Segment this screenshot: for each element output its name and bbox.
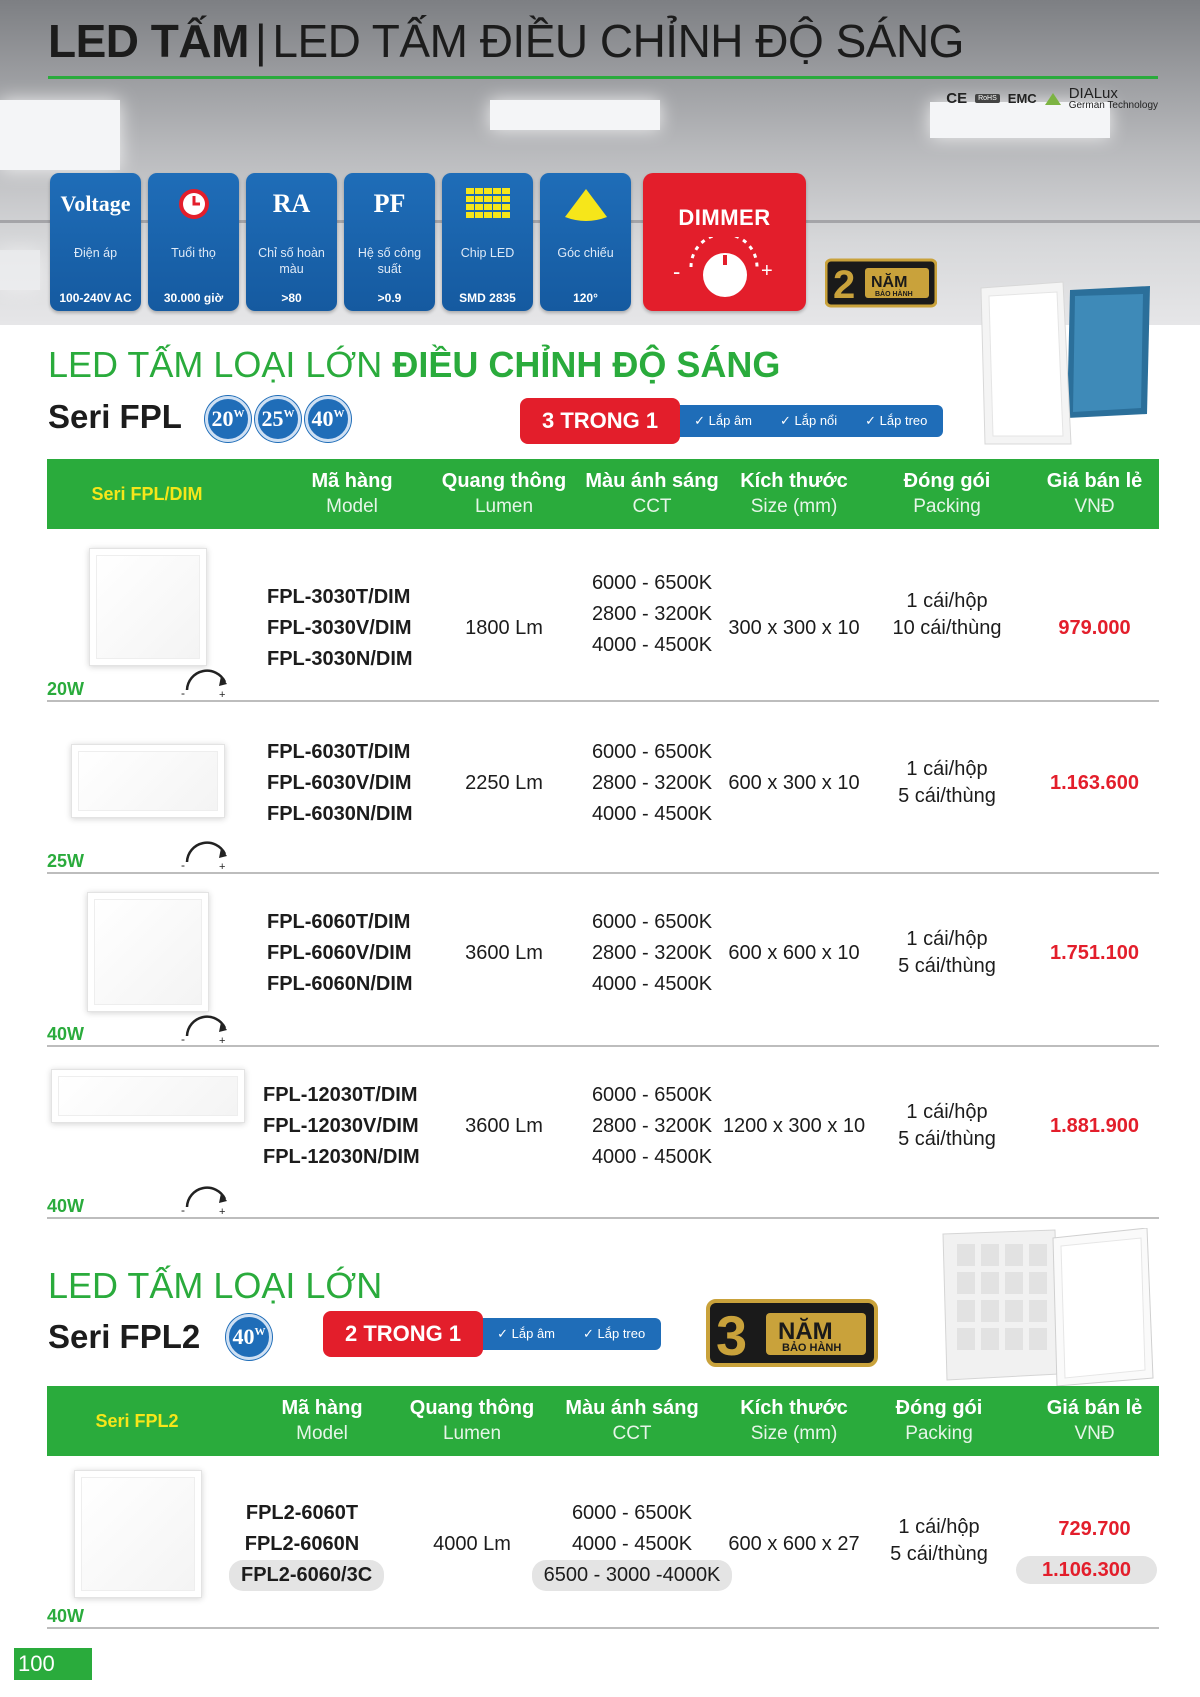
pack-value: 1 cái/hộp	[906, 1101, 988, 1123]
row-watt: 20W	[47, 679, 85, 699]
dimmer-icon	[179, 840, 233, 870]
header-sublabel: Size (mm)	[750, 1423, 838, 1444]
spec-ra	[246, 173, 337, 311]
header-model	[287, 469, 417, 519]
header-pack	[877, 469, 1017, 519]
price-value: 1.881.900	[1050, 1115, 1139, 1137]
dialux-mark	[1069, 86, 1158, 111]
pack-value: 10 cái/thùng	[892, 617, 1002, 639]
cct-value: 2800 - 3200K	[591, 772, 713, 794]
header-model	[257, 1396, 387, 1446]
product-image	[51, 1069, 245, 1123]
header-cct	[567, 469, 737, 519]
spec-label: Điện áp	[73, 246, 118, 260]
header-sublabel: CCT	[612, 1423, 652, 1444]
header-series: Seri FPL2	[95, 1410, 179, 1431]
dialux-sub: German Technology	[1068, 100, 1158, 111]
svg-text:-: -	[181, 686, 185, 698]
header-pack	[869, 1396, 1009, 1446]
panel-product-photo	[935, 1228, 1160, 1388]
pack-value: 1 cái/hộp	[906, 928, 988, 950]
cct-value-highlight: 6500 - 3000 -4000K	[532, 1560, 733, 1591]
header-label: Kích thước	[740, 470, 848, 492]
price-value: 1.163.600	[1050, 772, 1139, 794]
model-list	[267, 737, 413, 830]
svg-text:+: +	[219, 861, 226, 870]
spec-value: 30.000 giờ	[163, 291, 224, 305]
dialux-name: DIALux	[1068, 85, 1118, 102]
combo-badge: 2 TRONG 1	[323, 1311, 483, 1357]
header-cct	[537, 1396, 727, 1446]
svg-text:+: +	[219, 689, 226, 698]
dialux-logo-icon	[1045, 93, 1061, 105]
row-divider	[47, 1217, 1159, 1219]
svg-text:BẢO HÀNH: BẢO HÀNH	[875, 291, 913, 298]
header-sublabel: VNĐ	[1074, 496, 1115, 517]
pack-value: 1 cái/hộp	[898, 1516, 980, 1538]
header-label: Giá bán lẻ	[1046, 470, 1143, 492]
header-price	[1032, 469, 1157, 519]
svg-text:-: -	[181, 1203, 185, 1215]
model-code: FPL-3030N/DIM	[267, 648, 413, 670]
model-code: FPL-6030T/DIM	[267, 741, 411, 763]
clock-icon	[148, 187, 239, 221]
page-title	[48, 14, 964, 68]
warranty-2-years-icon	[825, 258, 937, 308]
cct-value: 6000 - 6500K	[591, 1084, 713, 1106]
title-bold: LED TẤM	[48, 15, 249, 67]
model-code: FPL-6060T/DIM	[267, 911, 411, 933]
svg-text:NĂM: NĂM	[871, 274, 908, 291]
header-label: Giá bán lẻ	[1046, 1397, 1143, 1419]
section1-title-light: LED TẤM LOẠI LỚN	[48, 344, 383, 385]
lumen-value: 3600 Lm	[465, 1115, 543, 1137]
svg-text:-: -	[181, 858, 185, 870]
model-code: FPL-3030T/DIM	[267, 586, 411, 608]
spec-voltage	[50, 173, 141, 311]
section2-title: LED TẤM LOẠI LỚN	[48, 1265, 383, 1306]
header-sublabel: Model	[326, 496, 378, 517]
svg-text:2: 2	[833, 263, 856, 307]
pack-list	[869, 1514, 1009, 1568]
voltage-icon: Voltage	[60, 191, 131, 216]
section1-table-header	[47, 459, 1159, 529]
dimmer-knob-icon	[673, 237, 777, 301]
product-image	[89, 548, 207, 666]
product-image	[87, 892, 209, 1012]
watt-value: 40	[311, 406, 334, 431]
product-image	[74, 1470, 202, 1598]
price-value: 729.700	[1058, 1518, 1131, 1540]
dimmer-icon	[179, 1185, 233, 1215]
header-sublabel: CCT	[632, 496, 672, 517]
price-value-highlight: 1.106.300	[1016, 1556, 1157, 1584]
lumen-value: 4000 Lm	[433, 1533, 511, 1555]
svg-text:-: -	[673, 259, 681, 284]
pack-list	[877, 588, 1017, 642]
row-watt: 25W	[47, 851, 85, 871]
emc-mark: EMC	[1007, 91, 1037, 106]
model-list	[229, 1498, 375, 1591]
spec-value: >0.9	[377, 291, 402, 305]
mount-options	[672, 405, 943, 437]
section2-table-header	[47, 1386, 1159, 1456]
cct-value: 4000 - 4500K	[591, 1146, 713, 1168]
dimmer-label: DIMMER	[678, 205, 771, 230]
watt-unit: W	[333, 408, 345, 420]
ceiling-light	[490, 100, 660, 130]
watt-badge	[205, 396, 251, 442]
spec-lifetime	[148, 173, 239, 311]
header-label: Màu ánh sáng	[565, 1397, 699, 1419]
model-code: FPL-6030V/DIM	[267, 772, 412, 794]
lumen-value: 2250 Lm	[465, 772, 543, 794]
model-code-highlight: FPL2-6060/3C	[229, 1560, 384, 1591]
watt-unit: W	[254, 1326, 266, 1338]
size-value: 300 x 300 x 10	[728, 617, 860, 639]
spec-label: Chip LED	[460, 246, 515, 260]
header-size	[719, 469, 869, 519]
table-row	[47, 874, 1159, 1047]
header-lumen	[387, 1396, 557, 1446]
cct-value: 4000 - 4500K	[591, 973, 713, 995]
row-watt: 40W	[47, 1196, 85, 1216]
mount-option: ✓ Lắp nổi	[780, 413, 838, 428]
pack-list	[877, 926, 1017, 980]
model-code: FPL-3030V/DIM	[267, 617, 412, 639]
header-sublabel: Packing	[913, 496, 981, 517]
warranty-3-years-icon	[706, 1297, 878, 1369]
mount-options	[475, 1318, 661, 1350]
model-code: FPL-12030T/DIM	[263, 1084, 418, 1106]
model-code: FPL2-6060N	[244, 1533, 360, 1555]
cct-list	[567, 1080, 737, 1173]
svg-text:3: 3	[716, 1304, 748, 1367]
size-value: 1200 x 300 x 10	[722, 1115, 866, 1137]
watt-value: 20	[211, 406, 234, 431]
spec-value: 120°	[573, 291, 598, 305]
spec-value: SMD 2835	[459, 291, 516, 305]
size-value: 600 x 300 x 10	[728, 772, 860, 794]
svg-text:BẢO HÀNH: BẢO HÀNH	[782, 1342, 842, 1354]
header-series: Seri FPL/DIM	[91, 483, 203, 504]
header-sublabel: Model	[296, 1423, 348, 1444]
watt-badge	[226, 1314, 272, 1360]
pack-value: 5 cái/thùng	[890, 1543, 988, 1565]
cct-value: 6000 - 6500K	[591, 741, 713, 763]
cct-value: 4000 - 4500K	[591, 634, 713, 656]
section2-watt-badges	[226, 1314, 272, 1360]
product-image	[71, 744, 225, 818]
model-code: FPL-6030N/DIM	[267, 803, 413, 825]
spec-value: >80	[281, 291, 302, 305]
section1-watt-badges	[205, 396, 351, 442]
svg-text:NĂM: NĂM	[778, 1318, 833, 1345]
header-sublabel: Packing	[905, 1423, 973, 1444]
header-price	[1032, 1396, 1157, 1446]
ce-mark: CE	[946, 90, 968, 107]
cct-value: 2800 - 3200K	[591, 942, 713, 964]
section1-title-bold: ĐIỀU CHỈNH ĐỘ SÁNG	[392, 344, 781, 385]
header-sublabel: Size (mm)	[750, 496, 838, 517]
page-number: 100	[14, 1648, 92, 1680]
cct-value: 6000 - 6500K	[591, 911, 713, 933]
header-lumen	[419, 469, 589, 519]
dimmer-icon	[179, 1014, 233, 1044]
pack-value: 5 cái/thùng	[898, 955, 996, 977]
ceiling-light	[0, 100, 120, 170]
mount-option: ✓ Lắp âm	[497, 1326, 556, 1341]
pack-value: 1 cái/hộp	[906, 590, 988, 612]
mount-option: ✓ Lắp treo	[865, 413, 928, 428]
spec-pf	[344, 173, 435, 311]
model-code: FPL-12030N/DIM	[263, 1146, 420, 1168]
spec-label: Tuổi thọ	[171, 246, 216, 260]
svg-text:-: -	[181, 1032, 185, 1044]
lumen-value: 1800 Lm	[465, 617, 543, 639]
lumen-value: 3600 Lm	[465, 942, 543, 964]
cct-value: 2800 - 3200K	[591, 603, 713, 625]
dimmer-icon	[179, 668, 233, 698]
certifications	[946, 86, 1158, 111]
row-divider	[47, 1627, 1159, 1629]
cct-value: 4000 - 4500K	[591, 803, 713, 825]
header-label: Mã hàng	[311, 470, 393, 492]
model-code: FPL2-6060T	[245, 1502, 359, 1524]
model-code: FPL-6060V/DIM	[267, 942, 412, 964]
header-size	[719, 1396, 869, 1446]
watt-value: 25	[261, 406, 284, 431]
model-list	[267, 582, 413, 675]
title-separator: |	[254, 15, 267, 67]
header-label: Kích thước	[740, 1397, 848, 1419]
header-label: Đóng gói	[903, 470, 991, 492]
model-code: FPL-6060N/DIM	[267, 973, 413, 995]
spec-beam	[540, 173, 631, 311]
price-value: 979.000	[1058, 617, 1131, 639]
row-watt: 40W	[47, 1606, 85, 1626]
title-light: LED TẤM ĐIỀU CHỈNH ĐỘ SÁNG	[272, 15, 964, 67]
header-sublabel: VNĐ	[1074, 1423, 1115, 1444]
model-list	[263, 1080, 420, 1173]
section1-title	[48, 344, 780, 386]
header-label: Quang thông	[441, 470, 567, 492]
pack-value: 5 cái/thùng	[898, 1128, 996, 1150]
title-rule	[48, 76, 1158, 79]
ra-icon: RA	[272, 189, 311, 218]
combo-badge: 3 TRONG 1	[520, 398, 680, 444]
row-watt: 40W	[47, 1024, 85, 1044]
watt-badge	[255, 396, 301, 442]
model-code: FPL-12030V/DIM	[263, 1115, 419, 1137]
beam-angle-icon	[540, 187, 631, 221]
panel-product-photo	[975, 268, 1155, 448]
cct-list	[567, 907, 737, 1000]
header-label: Mã hàng	[281, 1397, 363, 1419]
pf-icon: PF	[373, 189, 406, 218]
ceiling-light	[0, 250, 40, 290]
table-row	[47, 1047, 1159, 1219]
section1-seri: Seri FPL	[48, 398, 182, 435]
dimmer-badge	[643, 173, 806, 311]
section1-combo	[520, 398, 943, 444]
watt-value: 40	[232, 1324, 255, 1349]
svg-text:+: +	[219, 1206, 226, 1215]
svg-text:+: +	[761, 260, 773, 282]
model-list	[267, 907, 413, 1000]
cct-list	[567, 737, 737, 830]
spec-label: Chỉ số hoàn màu	[258, 246, 325, 276]
cct-value: 4000 - 4500K	[571, 1533, 693, 1555]
cct-value: 6000 - 6500K	[571, 1502, 693, 1524]
chip-grid-icon	[442, 187, 533, 221]
header-sublabel: Lumen	[442, 1423, 502, 1444]
section2-combo	[323, 1311, 661, 1357]
cct-list	[567, 568, 737, 661]
pack-list	[877, 756, 1017, 810]
table-row	[47, 1456, 1159, 1629]
watt-badge	[305, 396, 351, 442]
section2-seri: Seri FPL2	[48, 1318, 201, 1355]
cct-value: 2800 - 3200K	[591, 1115, 713, 1137]
rohs-mark: RoHS	[975, 94, 1000, 103]
pack-value: 1 cái/hộp	[906, 758, 988, 780]
header-label: Màu ánh sáng	[585, 470, 719, 492]
mount-option: ✓ Lắp treo	[583, 1326, 646, 1341]
watt-unit: W	[283, 408, 295, 420]
table-row	[47, 702, 1159, 874]
watt-unit: W	[233, 408, 245, 420]
svg-text:+: +	[219, 1035, 226, 1044]
spec-label: Hệ số công suất	[357, 246, 422, 276]
mount-option: ✓ Lắp âm	[694, 413, 753, 428]
header-sublabel: Lumen	[474, 496, 534, 517]
header-label: Quang thông	[409, 1397, 535, 1419]
pack-value: 5 cái/thùng	[898, 785, 996, 807]
size-value: 600 x 600 x 10	[728, 942, 860, 964]
cct-value: 6000 - 6500K	[591, 572, 713, 594]
spec-value: 100-240V AC	[59, 291, 132, 305]
table-row	[47, 540, 1159, 702]
pack-list	[877, 1099, 1017, 1153]
spec-label: Góc chiếu	[557, 246, 614, 260]
size-value: 600 x 600 x 27	[728, 1533, 860, 1555]
spec-cards	[50, 173, 631, 311]
price-value: 1.751.100	[1050, 942, 1139, 964]
spec-chip	[442, 173, 533, 311]
header-label: Đóng gói	[895, 1397, 983, 1419]
